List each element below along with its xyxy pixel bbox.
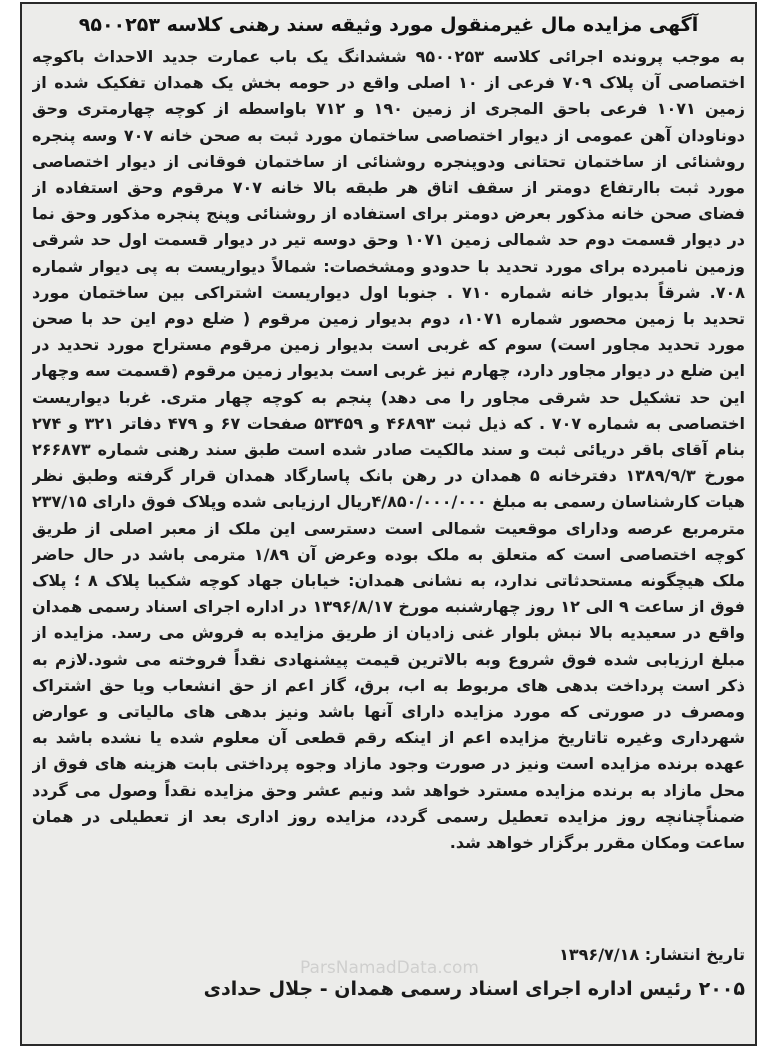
- notice-title: آگهی مزایده مال غیرمنقول مورد وثیقه سند رهنی کلاسه ۹۵۰۰۲۵۳: [78, 14, 699, 36]
- notice-body: به موجب پرونده اجرائی کلاسه ۹۵۰۰۲۵۳ ششدانگ یک باب عمارت جدید الاحداث باکوچه اختصاصی آن پلاک ۷۰۹ فرعی از ۱۰ اصلی واقع در حومه بخش یک همدان تفکیک شده از زمین ۱۰۷۱ فرعی باحق المجری از زمین ۱۹۰ و ۷۱۲ باواسطه از کوچه چهارمتری وحق دوناودان آهن عمومی از دیوار اختصاصی ساختمان مورد ثبت به صحن خانه ۷۰۷ وسه پنجره روشنائی از ساختمان تحتانی ودوپنجره روشنائی از ساختمان فوقانی از دیوار اختصاصی مورد ثبت باارتفاع دومتر از سقف اتاق هر طبقه بالا خانه ۷۰۷ مرقوم وحق استفاده از فضای صحن خانه مذکور بعرض دومتر برای استفاده از روشنائی وپنج پنجره مذکور وحق نما در دیوار قسمت دوم حد شمالی زمین ۱۰۷۱ وحق دوسه تیر در دیوار قسمت اول حد شرقی وزمین نامبرده برای مورد تحدید با حدودو ومشخصات: شمالاً دیواریست به پی دیوار شماره ۷۰۸. شرقاً بدیوار خانه شماره ۷۱۰ . جنوبا اول دیواریست اشتراکی بین ساختمان مورد تحدید با زمین محصور شماره ۱۰۷۱، دوم بدیوار زمین مرقوم ( ضلع دوم این حد با صحن مورد تحدید مجاور است) سوم که غربی است بدیوار زمین مرقوم مستراح مورد تحدید در این ضلع در دیوار مجاور دارد، چهارم نیز غربی است بدیوار زمین مرقوم (قسمت سه وچهار این حد تشکیل حد شرقی مجاور را می دهد) پنجم به کوچه چهار متری. غربا دیواریست اختصاصی به شماره ۷۰۷ . که ذیل ثبت ۴۶۸۹۳ و ۵۳۴۵۹ صفحات ۶۷ و ۴۷۹ دفاتر ۳۲۱ و ۲۷۴ بنام آقای باقر دریائی ثبت و سند مالکیت صادر شده است طبق سند رهنی شماره ۲۶۶۸۷۳ مورخ ۱۳۸۹/۹/۳ دفترخانه ۵ همدان در رهن بانک پاسارگاد همدان قرار گرفته وطبق نظر هیات کارشناسان رسمی به مبلغ ۴/۸۵۰/۰۰۰/۰۰۰ریال ارزیابی شده وپلاک فوق دارای ۲۳۷/۱۵ مترمربع عرصه ودارای موقعیت شمالی است دسترسی این ملک از معبر اصلی از طریق کوچه اختصاصی است که متعلق به ملک بوده وعرض آن ۱/۸۹ مترمی باشد در حال حاضر ملک هیچگونه مستحدثاتی ندارد، به نشانی همدان: خیابان جهاد کوچه شکیبا پلاک ۸ ؛ پلاک فوق از ساعت ۹ الی ۱۲ روز چهارشنبه مورخ ۱۳۹۶/۸/۱۷ در اداره اجرای اسناد رسمی همدان واقع در سعیدیه بالا نبش بلوار غنی زادیان از طریق مزایده به فروش می رسد. مزایده از مبلغ ارزیابی شده فوق شروع وبه بالاترین قیمت پیشنهادی نقداً فروخته می شود.لازم به ذکر است پرداخت بدهی های مربوط به اب، برق، گاز اعم از حق انشعاب ویا حق اشتراک ومصرف در صورتی که مورد مزایده دارای آنها باشد ونیز بدهی های مالیاتی و عوارض شهرداری وغیره تاتاریخ مزایده اعم از اینکه رقم قطعی آن معلوم شده یا نشده باشد به عهده برنده مزایده است ونیز در صورت وجود مازاد وجوه پرداختی بابت هزینه های فوق از محل مازاد به برنده مزایده مسترد خواهد شد ونیم عشر وحق مزایده نقداً وصول می گردد ضمناًچنانچه روز مزایده تعطیل رسمی گردد، مزایده روز اداری بعد از تعطیلی در همان ساعت ومکان مقرر برگزار خواهد شد.: [32, 47, 745, 853]
- publish-date: تاریخ انتشار: ۱۳۹۶/۷/۱۸: [559, 945, 745, 964]
- signature-line: ۲۰۰۵ رئیس اداره اجرای اسناد رسمی همدان - جلال حدادی: [203, 978, 745, 1000]
- watermark: ParsNamadData.com: [300, 958, 479, 978]
- auction-notice: [20, 2, 757, 1046]
